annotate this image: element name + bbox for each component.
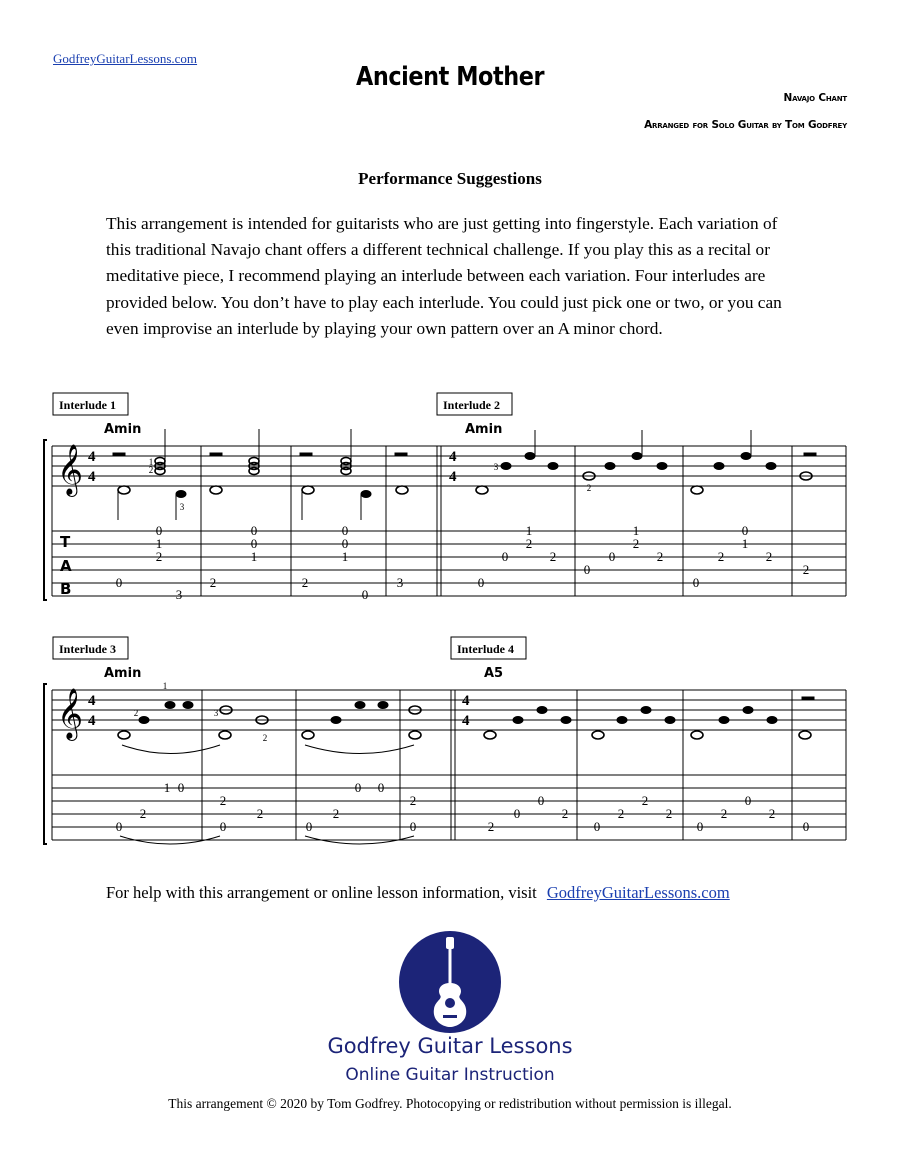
help-line (106, 883, 730, 903)
svg-text:2: 2 (139, 806, 147, 821)
svg-text:2: 2 (262, 733, 268, 743)
svg-text:0: 0 (696, 819, 704, 834)
svg-text:1: 1 (163, 780, 171, 795)
svg-text:0: 0 (305, 819, 313, 834)
interlude-3-label: Interlude 3 (59, 642, 116, 656)
chord-symbol-3: Amin (104, 666, 142, 681)
svg-text:1: 1 (632, 523, 640, 538)
performance-heading: Performance Suggestions (358, 169, 542, 188)
svg-text:2: 2 (802, 562, 810, 577)
svg-text:3: 3 (179, 502, 185, 512)
brand-tagline: Online Guitar Instruction (345, 1065, 555, 1085)
tab-clef-b-1: B (60, 580, 72, 598)
svg-text:0: 0 (409, 819, 417, 834)
help-link[interactable]: GodfreyGuitarLessons.com (546, 883, 730, 902)
svg-text:1: 1 (525, 523, 533, 538)
chord-symbol-4: A5 (484, 666, 504, 681)
help-text: For help with this arrangement or online lesson information, visit (106, 883, 537, 902)
time-sig-bottom-1: 4 (88, 469, 96, 485)
tab-clef-a-1: A (60, 557, 72, 575)
svg-text:0: 0 (377, 780, 385, 795)
guitar-logo-icon (399, 931, 501, 1033)
svg-text:2: 2 (720, 806, 728, 821)
svg-text:2: 2 (155, 549, 163, 564)
subtitle-arranger: Arranged for Solo Guitar by Tom Godfrey (644, 119, 847, 131)
svg-text:0: 0 (341, 523, 349, 538)
svg-text:2: 2 (561, 806, 569, 821)
svg-text:0: 0 (593, 819, 601, 834)
svg-text:0: 0 (115, 819, 123, 834)
chord-symbol-2: Amin (465, 422, 503, 437)
svg-text:3: 3 (213, 708, 219, 718)
time-sig-bottom-2: 4 (449, 469, 457, 485)
svg-text:2: 2 (617, 806, 625, 821)
subtitle-origin: Navajo Chant (783, 92, 847, 104)
song-title: Ancient Mother (355, 62, 545, 92)
svg-text:2: 2 (332, 806, 340, 821)
svg-text:0: 0 (741, 523, 749, 538)
svg-text:2: 2 (656, 549, 664, 564)
svg-text:0: 0 (250, 523, 258, 538)
svg-text:2: 2 (487, 819, 495, 834)
copyright-notice: This arrangement © 2020 by Tom Godfrey. Photocopying or redistribution without permission is illegal. (168, 1096, 732, 1111)
svg-text:2: 2 (219, 793, 227, 808)
svg-text:3: 3 (175, 587, 183, 602)
notes-system-1 (113, 429, 816, 520)
svg-text:1: 1 (250, 549, 258, 564)
svg-text:1: 1 (155, 536, 163, 551)
svg-text:0: 0 (341, 536, 349, 551)
svg-text:0: 0 (219, 819, 227, 834)
chord-symbol-1: Amin (104, 422, 142, 437)
svg-text:2: 2 (133, 708, 139, 718)
time-sig-top-1: 4 (88, 449, 96, 465)
time-sig-bottom-3: 4 (88, 713, 96, 729)
svg-text:2: 2 (549, 549, 557, 564)
time-sig-top-2: 4 (449, 449, 457, 465)
svg-text:0: 0 (583, 562, 591, 577)
svg-text:2: 2 (765, 549, 773, 564)
svg-text:2: 2 (409, 793, 417, 808)
svg-text:2: 2 (641, 793, 649, 808)
performance-paragraph: This arrangement is intended for guitarists who are just getting into fingerstyle. Each variation of this traditional Navajo chant offers a different technical challenge. If you play this as a recital or meditative piece, I recommend playing an interlude between each variation. Four interludes are provided below. You don’t have to play each interlude. You could just pick one or two, or you can even improvise an interlude by playing your own pattern over an A minor chord. (106, 214, 782, 338)
svg-text:0: 0 (744, 793, 752, 808)
svg-text:2: 2 (717, 549, 725, 564)
svg-text:0: 0 (513, 806, 521, 821)
svg-text:0: 0 (608, 549, 616, 564)
brand-name: Godfrey Guitar Lessons (327, 1034, 573, 1058)
svg-text:2: 2 (148, 465, 154, 475)
site-link-top[interactable]: GodfreyGuitarLessons.com (53, 51, 198, 66)
svg-text:0: 0 (477, 575, 485, 590)
time-sig-top-3: 4 (88, 693, 96, 709)
svg-text:2: 2 (209, 575, 217, 590)
svg-text:0: 0 (692, 575, 700, 590)
svg-text:1: 1 (741, 536, 749, 551)
svg-text:0: 0 (354, 780, 362, 795)
svg-text:2: 2 (632, 536, 640, 551)
svg-text:0: 0 (802, 819, 810, 834)
svg-text:1: 1 (341, 549, 349, 564)
time-sig-bottom-4: 4 (462, 713, 470, 729)
svg-text:0: 0 (361, 587, 369, 602)
svg-text:2: 2 (301, 575, 309, 590)
svg-text:0: 0 (501, 549, 509, 564)
svg-text:2: 2 (586, 483, 592, 493)
interlude-2-label: Interlude 2 (443, 398, 500, 412)
svg-text:0: 0 (155, 523, 163, 538)
barlines-system-1 (201, 446, 846, 596)
svg-text:0: 0 (115, 575, 123, 590)
svg-text:1: 1 (148, 457, 154, 467)
treble-clef-2: 𝄞 (57, 689, 84, 738)
svg-text:2: 2 (665, 806, 673, 821)
svg-text:2: 2 (525, 536, 533, 551)
svg-text:2: 2 (256, 806, 264, 821)
svg-text:2: 2 (768, 806, 776, 821)
interlude-4-label: Interlude 4 (457, 642, 514, 656)
time-sig-top-4: 4 (462, 693, 470, 709)
svg-text:3: 3 (396, 575, 404, 590)
svg-text:3: 3 (493, 462, 499, 472)
tab-numbers-system-1 (116, 523, 810, 602)
svg-text:1: 1 (162, 681, 168, 691)
treble-clef-1: 𝄞 (57, 445, 84, 494)
tab-clef-t-1: T (60, 533, 71, 551)
staff-system-2 (52, 690, 846, 730)
svg-text:0: 0 (177, 780, 185, 795)
svg-text:0: 0 (250, 536, 258, 551)
interlude-1-label: Interlude 1 (59, 398, 116, 412)
tab-staff-system-1 (52, 531, 846, 596)
svg-text:0: 0 (537, 793, 545, 808)
